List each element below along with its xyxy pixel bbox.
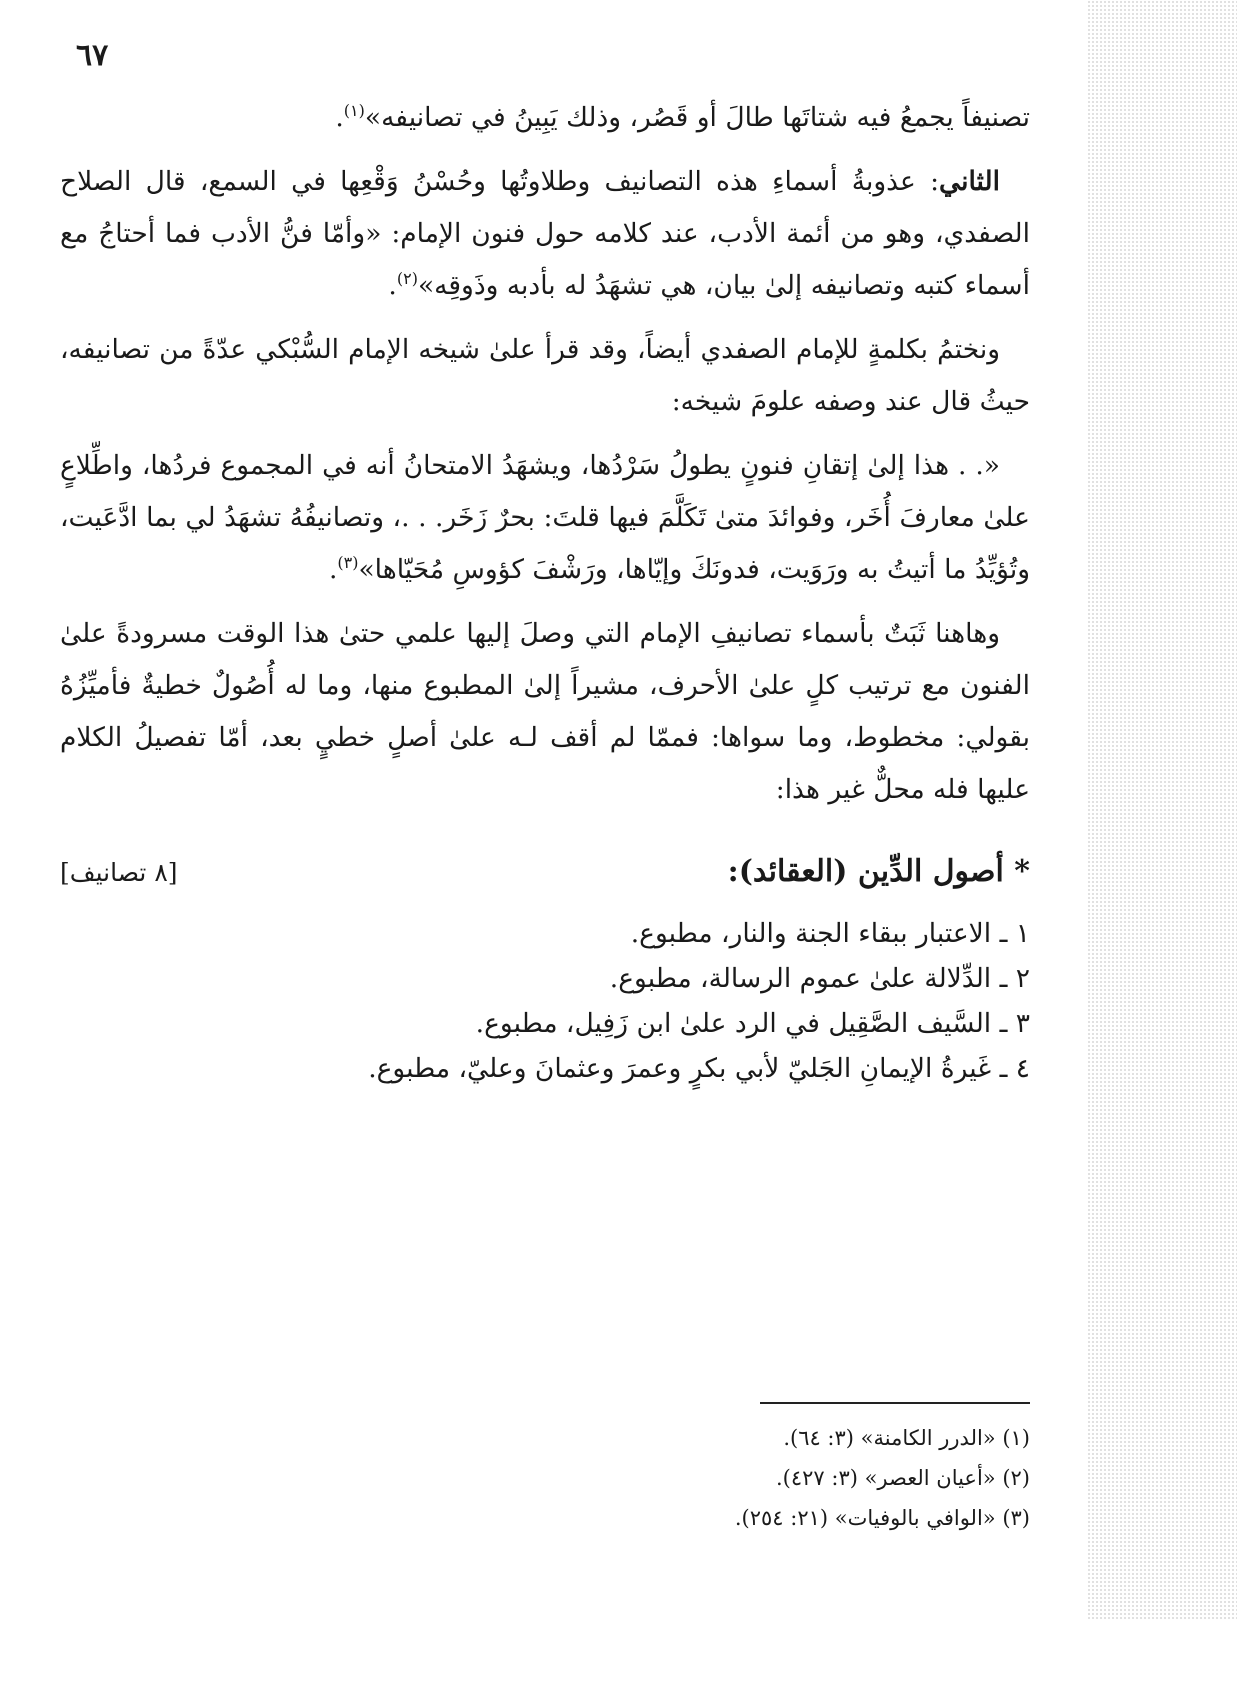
footnote-1: (١) «الدرر الكامنة» (٣: ٦٤).	[783, 1426, 1030, 1450]
footnotes	[400, 1418, 1030, 1538]
paragraph-1-text: تصنيفاً يجمعُ فيه شتاتَها طالَ أو قَصُر، وذلك يَبِينُ في تصانيفه»	[364, 102, 1030, 133]
section-count: [٨ تصانيف]	[60, 858, 178, 887]
section-title: * أصول الدِّين (العقائد):	[727, 854, 1030, 889]
paragraph-5-text: وهاهنا ثَبَتٌ بأسماء تصانيفِ الإمام التي وصلَ إليها علمي حتىٰ هذا الوقت مسرودةً علىٰ الفنون مع ترتيب كلٍ علىٰ الأحرف، مشيراً إلىٰ المطبوع منها، وما له أُصُولٌ خطيةٌ فأميِّزُهُ بقولي: مخطوط، وما سواها: فممّا لم أقف لـه علىٰ أصلٍ خطيٍ بعد، أمّا تفصيلُ الكلام عليها فله محلٌّ غير هذا:	[60, 618, 1030, 805]
footnote-ref-1[interactable]: (١)	[343, 101, 365, 121]
paragraph-2-lead: الثاني	[939, 166, 1000, 197]
quotation-tail: .	[328, 554, 338, 585]
footnote-ref-3[interactable]: (٣)	[337, 553, 359, 573]
paragraph-1-tail: .	[335, 102, 344, 133]
footnote-divider	[760, 1402, 1030, 1404]
page-body	[60, 92, 1030, 1091]
paragraph-1	[60, 92, 1030, 144]
list-item: ٤ ـ غَيرةُ الإيمانِ الجَليّ لأبي بكرٍ وعمرَ وعثمانَ وعليّ، مطبوع.	[368, 1053, 1030, 1084]
paragraph-3-text: ونختمُ بكلمةٍ للإمام الصفدي أيضاً، وقد قرأ علىٰ شيخه الإمام السُّبْكي عدّةً من تصانيفه، حيثُ قال عند وصفه علومَ شيخه:	[60, 334, 1030, 417]
footnote-3: (٣) «الوافي بالوفيات» (٢١: ٢٥٤).	[734, 1506, 1030, 1530]
scan-texture	[1087, 0, 1237, 1620]
paragraph-2	[60, 156, 1030, 312]
quotation-text: «. . هذا إلىٰ إتقانِ فنونٍ يطولُ سَرْدُها، ويشهَدُ الامتحانُ أنه في المجموع فردُها، واطِّلاعٍ علىٰ معارفَ أُخَر، وفوائدَ متىٰ تَكَلَّمَ فيها قلتَ: بحرٌ زَخَر. . .، وتصانيفُهُ تشهَدُ لي بما ادَّعَيت، وتُؤيِّدُ ما أتيتُ به ورَوَيت، فدونَكَ وإيّاها، ورَشْفَ كؤوسِ مُحَيّاها»	[60, 450, 1030, 585]
paragraph-3	[60, 324, 1030, 428]
footnote-2: (٢) «أعيان العصر» (٣: ٤٢٧).	[775, 1466, 1030, 1490]
page-number: ٦٧	[76, 38, 109, 73]
list-item: ٢ ـ الدِّلالة علىٰ عموم الرسالة، مطبوع.	[609, 963, 1030, 994]
footnote-ref-2[interactable]: (٢)	[396, 269, 418, 289]
works-list	[60, 911, 1030, 1091]
quotation-paragraph	[60, 440, 1030, 596]
paragraph-5	[60, 608, 1030, 816]
section-heading	[60, 854, 1030, 889]
list-item: ٣ ـ السَّيف الصَّقِيل في الرد علىٰ ابن زَفِيل، مطبوع.	[475, 1008, 1030, 1039]
paragraph-2-tail: .	[388, 270, 397, 301]
paragraph-2-text: : عذوبةُ أسماءِ هذه التصانيف وطلاوتُها وحُسْنُ وَقْعِها في السمع، قال الصلاح الصفدي، وهو من أئمة الأدب، عند كلامه حول فنون الإمام: «وأمّا فنُّ الأدب فما أحتاجُ مع أسماء كتبه وتصانيفه إلىٰ بيان، هي تشهَدُ له بأدبه وذَوقِه»	[60, 166, 1030, 301]
list-item: ١ ـ الاعتبار ببقاء الجنة والنار، مطبوع.	[630, 918, 1030, 949]
